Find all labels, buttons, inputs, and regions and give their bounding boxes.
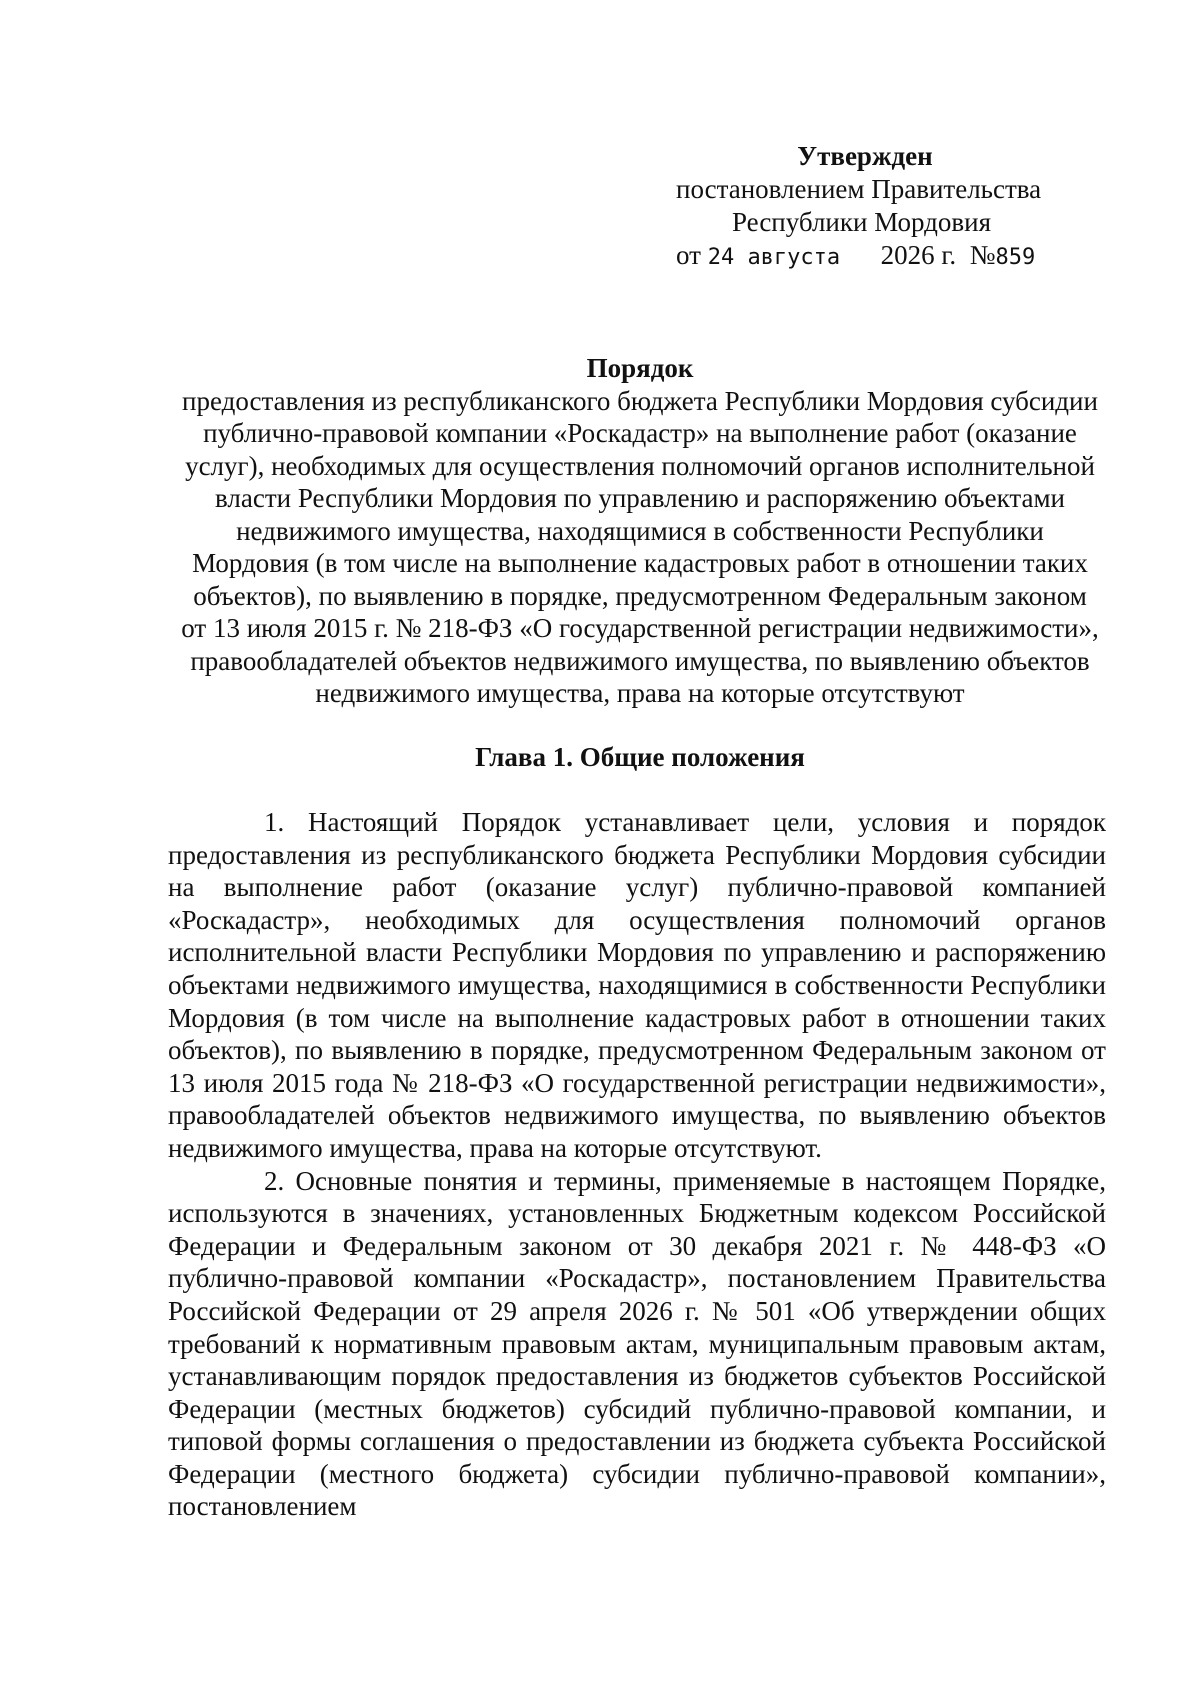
approval-date-line [640, 239, 1070, 274]
approval-line-republic: Республики Мордовия [732, 207, 992, 237]
document-subtitle-line: услуг), необходимых для осуществления полномочий органов исполнительной [185, 450, 1095, 481]
approval-number-sign: № [969, 240, 996, 270]
document-subtitle-line: Мордовия (в том числе на выполнение кадастровых работ в отношении таких [192, 548, 1088, 578]
approval-block [640, 140, 1070, 274]
document-subtitle-line: от 13 июля 2015 г. № 218-ФЗ «О государственной регистрации недвижимости», [181, 613, 1099, 643]
document-subtitle-line: объектов), по выявлению в порядке, предусмотренном Федеральным законом [193, 580, 1087, 611]
chapter-title: Глава 1. Общие положения [475, 742, 805, 772]
approval-line-resolution: постановлением Правительства [676, 174, 1042, 204]
approval-date-year: 2026 г. [880, 240, 957, 270]
document-subtitle-line: публично-правовой компании «Роскадастр» на выполнение работ (оказание [203, 418, 1077, 448]
approval-title: Утвержден [797, 141, 933, 171]
document-subtitle-line: предоставления из республиканского бюджета Республики Мордовия субсидии [182, 385, 1098, 416]
document-subtitle-line: недвижимого имущества, находящимися в собственности Республики [236, 515, 1044, 546]
approval-number: 859 [995, 245, 1036, 270]
document-subtitle-line: недвижимого имущества, права на которые отсутствуют [315, 678, 965, 708]
document-subtitle-line: правообладателей объектов недвижимого имущества, по выявлению объектов [190, 645, 1090, 676]
paragraph-1: 1. Настоящий Порядок устанавливает цели, условия и порядок предоставления из республиканского бюджета Республики Мордовия субсидии на выполнение работ (оказание услуг) публично-правовой компанией «Роскадастр», необходимых для осуществления полномочий органов исполнительной власти Республики Мордовия по управлению и распоряжению объектами недвижимого имущества, находящимися в собственности Республики Мордовия (в том числе на выполнение кадастровых работ в отношении таких объектов), по выявлению в порядке, предусмотренном Федеральным законом от 13 июля 2015 года № 218-ФЗ «О государственной регистрации недвижимости», правообладателей объектов недвижимого имущества, по выявлению объектов недвижимого имущества, права на которые отсутствуют. [168, 807, 1106, 1163]
document-heading: Порядок [586, 353, 694, 383]
document-subtitle-line: власти Республики Мордовия по управлению и распоряжению объектами [215, 483, 1065, 513]
document-title-block [150, 352, 1130, 710]
approval-date-prefix: от [676, 240, 701, 270]
approval-date-day-month: 24 августа [707, 245, 841, 270]
document-body [168, 806, 1106, 1523]
paragraph-2: 2. Основные понятия и термины, применяемые в настоящем Порядке, используются в значениях, установленных Бюджетным кодексом Российской Федерации и Федеральным законом от 30 декабря 2021 г. № 448-ФЗ «О публично-правовой компании «Роскадастр», постановлением Правительства Российской Федерации от 29 апреля 2026 г. № 501 «Об утверждении общих требований к нормативным правовым актам, муниципальным правовым актам, устанавливающим порядок предоставления из бюджетов субъектов Российской Федерации (местных бюджетов) субсидий публично-правовой компании, и типовой формы соглашения о предоставлении из бюджета субъекта Российской Федерации (местного бюджета) субсидии публично-правовой компании», постановлением [168, 1165, 1106, 1522]
